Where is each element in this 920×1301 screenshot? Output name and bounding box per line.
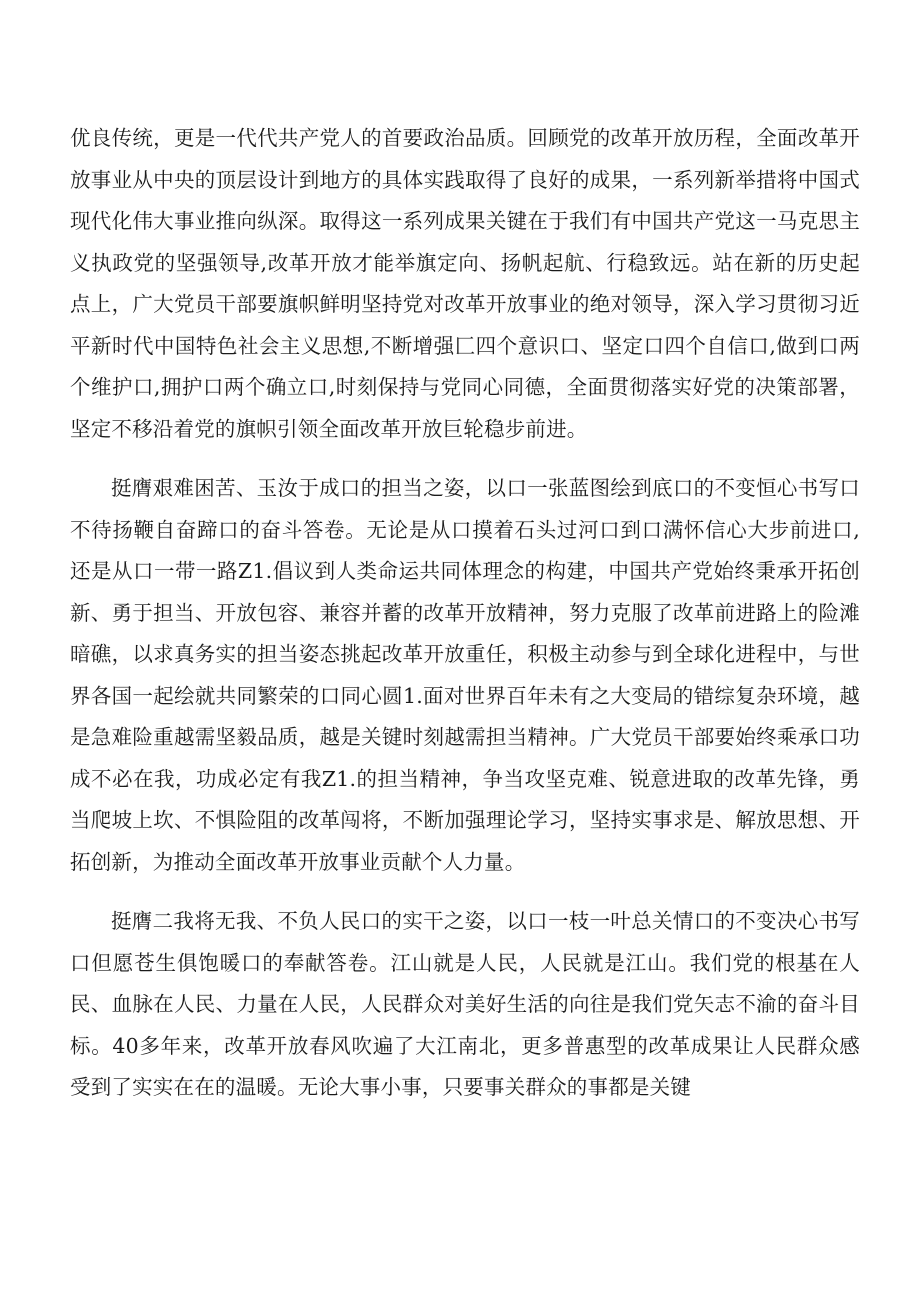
document-body xyxy=(70,118,860,1109)
paragraph-2: 挺膺艰难困苦、玉汝于成口的担当之姿，以口一张蓝图绘到底口的不变恒心书写口不待扬鞭自奋蹄口的奋斗答卷。无论是从口摸着石头过河口到口满怀信心大步前进口,还是从口一带一路Z1.倡议到人类命运共同体理念的构建，中国共产党始终秉承开拓创新、勇于担当、开放包容、兼容并蓄的改革开放精神，努力克服了改革前进路上的险滩暗礁，以求真务实的担当姿态挑起改革开放重任，积极主动参与到全球化进程中，与世界各国一起绘就共同繁荣的口同心圆1.面对世界百年未有之大变局的错综复杂环境，越是急难险重越需坚毅品质，越是关键时刻越需担当精神。广大党员干部要始终乘承口功成不必在我，功成必定有我Z1.的担当精神，争当攻坚克难、锐意进取的改革先锋，勇当爬坡上坎、不惧险阻的改革闯将，不断加强理论学习，坚持实事求是、解放思想、开拓创新，为推动全面改革开放事业贡献个人力量。 xyxy=(70,476,860,874)
paragraph-3: 挺膺二我将无我、不负人民口的实干之姿，以口一枝一叶总关情口的不变决心书写口但愿苍生俱饱暖口的奉献答卷。江山就是人民，人民就是江山。我们党的根基在人民、血脉在人民、力量在人民，人民群众对美好生活的向往是我们党矢志不渝的奋斗目标。40多年来，改革开放春风吹遍了大江南北，更多普惠型的改革成果让人民群众感受到了实实在在的温暖。无论大事小事，只要事关群众的事都是关键 xyxy=(70,909,860,1099)
paragraph-1: 优良传统，更是一代代共产党人的首要政治品质。回顾党的改革开放历程，全面改革开放事业从中央的顶层设计到地方的具体实践取得了良好的成果，一系列新举措将中国式现代化伟大事业推向纵深。取得这一系列成果关键在于我们有中国共产党这一马克思主义执政党的坚强领导,改革开放才能举旗定向、扬帆起航、行稳致远。站在新的历史起点上，广大党员干部要旗帜鲜明坚持党对改革开放事业的绝对领导，深入学习贯彻习近平新时代中国特色社会主义思想,不断增强匚四个意识口、坚定口四个自信口,做到口两个维护口,拥护口两个确立口,时刻保持与党同心同德，全面贯彻落实好党的决策部署，坚定不移沿着党的旗帜引领全面改革开放巨轮稳步前进。 xyxy=(70,126,860,441)
